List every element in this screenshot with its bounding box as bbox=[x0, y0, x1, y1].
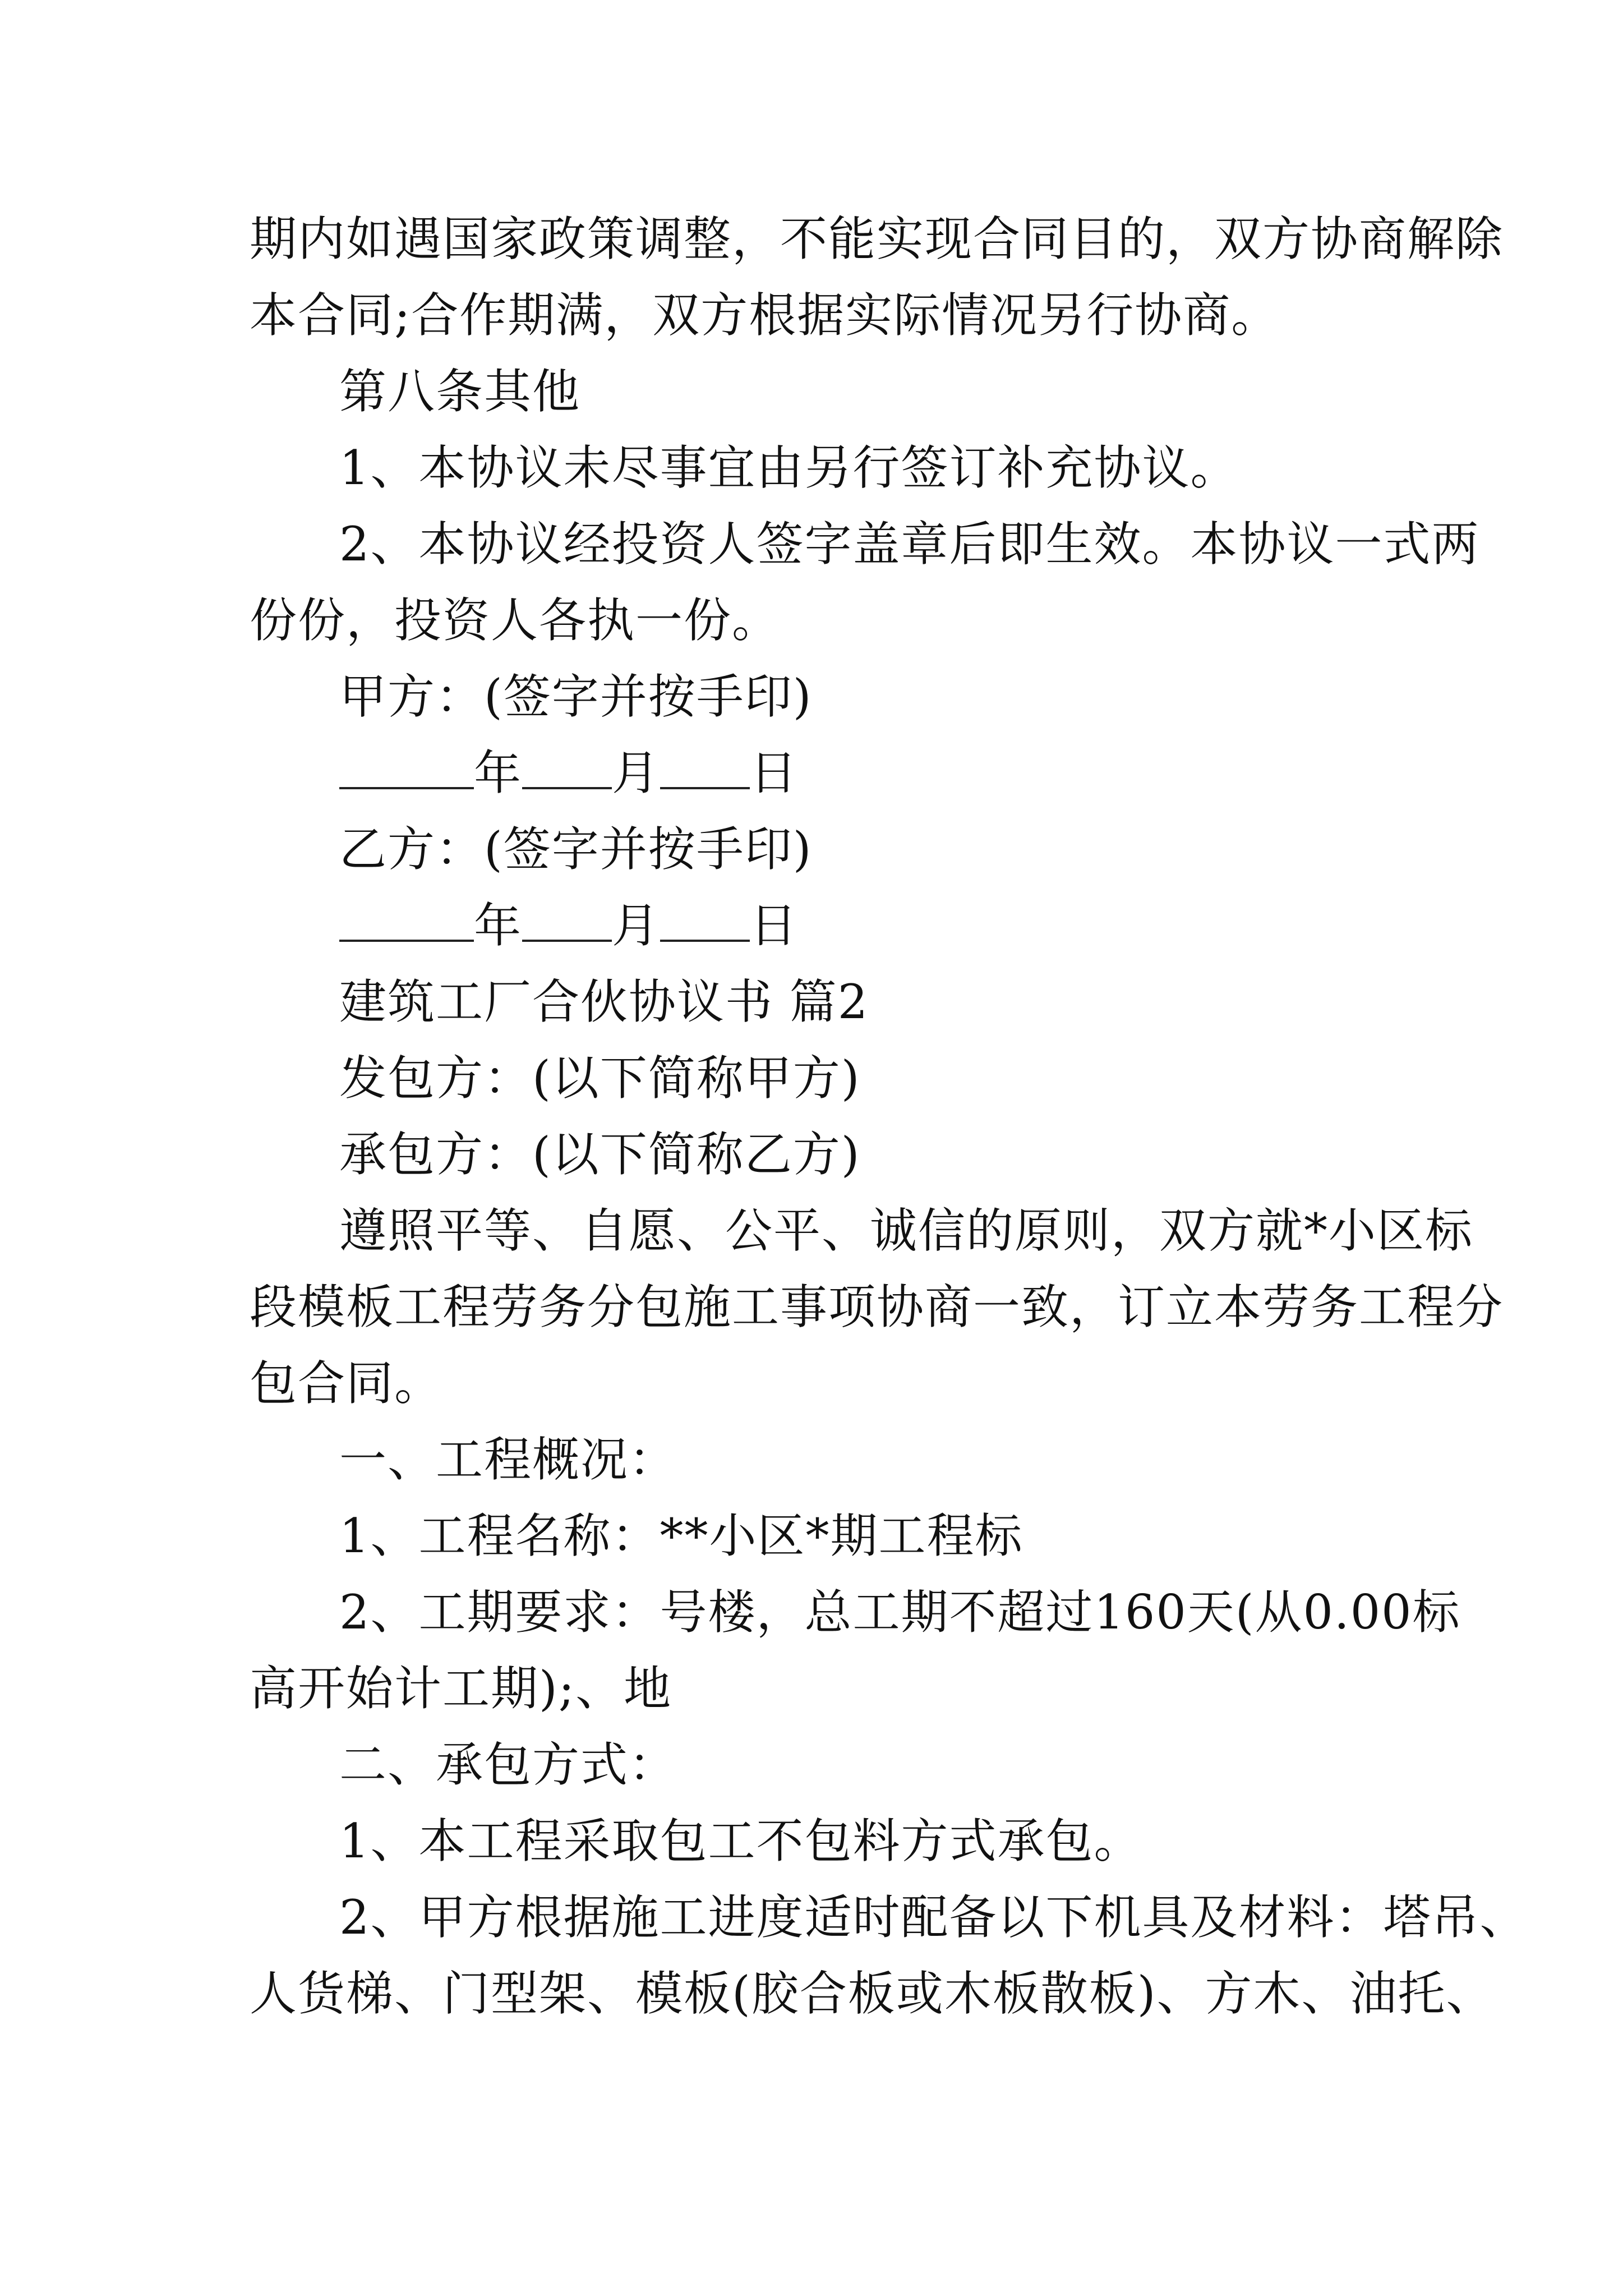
month-blank bbox=[522, 900, 612, 942]
text-line: 份份，投资人各执一份。 bbox=[250, 593, 781, 648]
text-line: 2、本协议经投资人签字盖章后即生效。本协议一式两 bbox=[339, 517, 1480, 572]
text-line: 高开始计工期);、地 bbox=[250, 1661, 672, 1716]
year-blank bbox=[339, 748, 474, 789]
section-heading: 第八条其他 bbox=[339, 364, 581, 419]
text-line: 期内如遇国家政策调整，不能实现合同目的，双方协商解除 bbox=[250, 211, 1504, 266]
section-heading: 二、承包方式： bbox=[339, 1737, 677, 1792]
day-blank bbox=[660, 900, 750, 942]
document-title: 建筑工厂合伙协议书 篇2 bbox=[339, 974, 869, 1029]
party-b-signature: 乙方：(签字并按手印) bbox=[339, 822, 813, 877]
text-line: 2、甲方根据施工进度适时配备以下机具及材料：塔吊、 bbox=[339, 1890, 1528, 1945]
text-line: 包合同。 bbox=[250, 1356, 443, 1411]
text-line: 1、本协议未尽事宜由另行签订补充协议。 bbox=[339, 440, 1239, 495]
day-blank bbox=[660, 748, 750, 789]
text-line: 人货梯、门型架、模板(胶合板或木板散板)、方木、油托、 bbox=[250, 1966, 1495, 2021]
year-blank bbox=[339, 900, 474, 942]
contractor-label: 发包方：(以下简称甲方) bbox=[339, 1051, 861, 1106]
text-line: 本合同;合作期满，双方根据实际情况另行协商。 bbox=[250, 288, 1280, 343]
section-heading: 一、工程概况： bbox=[339, 1432, 677, 1487]
text-line: 1、本工程采取包工不包料方式承包。 bbox=[339, 1814, 1142, 1869]
year-label: 年 bbox=[474, 746, 523, 800]
text-line: 1、工程名称：**小区*期工程标 bbox=[339, 1508, 1023, 1563]
day-label: 日 bbox=[750, 746, 799, 800]
text-line: 段模板工程劳务分包施工事项协商一致，订立本劳务工程分 bbox=[250, 1280, 1504, 1335]
day-label: 日 bbox=[750, 898, 799, 953]
party-a-signature: 甲方：(签字并按手印) bbox=[339, 669, 813, 724]
date-line-b bbox=[250, 887, 1382, 964]
text-line: 遵照平等、自愿、公平、诚信的原则，双方就*小区标 bbox=[339, 1203, 1474, 1258]
month-blank bbox=[522, 748, 612, 789]
year-label: 年 bbox=[474, 898, 523, 953]
month-label: 月 bbox=[612, 898, 661, 953]
document-page bbox=[250, 201, 1528, 2032]
date-line-a bbox=[250, 735, 1382, 811]
subcontractor-label: 承包方：(以下简称乙方) bbox=[339, 1127, 861, 1182]
month-label: 月 bbox=[612, 746, 661, 800]
text-line: 2、工期要求：号楼，总工期不超过160天(从0.00标 bbox=[339, 1585, 1461, 1640]
